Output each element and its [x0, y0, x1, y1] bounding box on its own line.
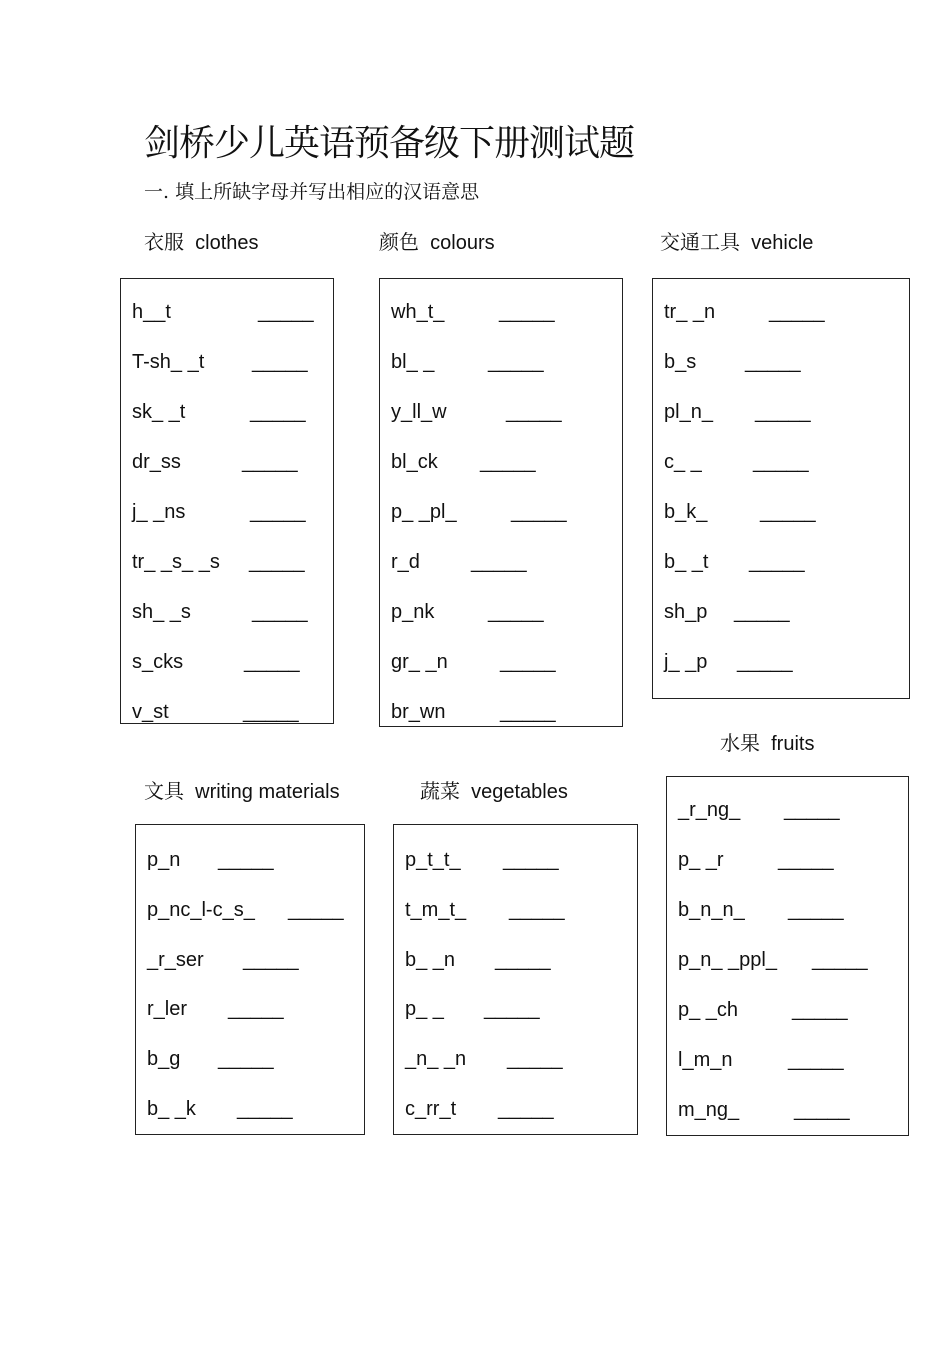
section-instruction: 一. 填上所缺字母并写出相应的汉语意思	[144, 181, 480, 203]
word-puzzle: dr_ss	[132, 451, 181, 473]
word-puzzle: m_ng_	[678, 1099, 740, 1121]
answer-blank[interactable]: _____	[488, 351, 544, 373]
category-en: vehicle	[751, 232, 814, 254]
list-item	[664, 498, 816, 526]
list-item	[678, 1096, 850, 1124]
answer-blank[interactable]: _____	[288, 899, 344, 921]
list-item	[132, 498, 306, 526]
answer-blank[interactable]: _____	[243, 949, 299, 971]
answer-blank[interactable]: _____	[500, 651, 556, 673]
answer-blank[interactable]: _____	[784, 799, 840, 821]
answer-blank[interactable]: _____	[498, 1098, 554, 1120]
answer-blank[interactable]: _____	[503, 849, 559, 871]
word-puzzle: p_n_ _ppl_	[678, 949, 777, 971]
list-item	[132, 448, 298, 476]
category-zh: 衣服	[144, 230, 184, 254]
word-puzzle: wh_t_	[391, 301, 445, 323]
answer-blank[interactable]: _____	[480, 451, 536, 473]
word-puzzle: p_ _pl_	[391, 501, 457, 523]
category-heading-writing-materials	[144, 777, 340, 806]
list-item	[391, 698, 556, 726]
word-puzzle: bl_ck	[391, 451, 438, 473]
category-en: clothes	[195, 232, 259, 254]
list-item	[678, 796, 840, 824]
word-puzzle: T-sh_ _t	[132, 351, 205, 373]
answer-blank[interactable]: _____	[737, 651, 793, 673]
list-item	[147, 946, 299, 974]
word-puzzle: y_ll_w	[391, 401, 447, 423]
answer-blank[interactable]: _____	[244, 651, 300, 673]
list-item	[405, 1045, 563, 1073]
word-box-vehicle	[652, 278, 910, 699]
word-puzzle: p_ _	[405, 998, 444, 1020]
answer-blank[interactable]: _____	[760, 501, 816, 523]
list-item	[147, 1095, 293, 1123]
answer-blank[interactable]: _____	[755, 401, 811, 423]
list-item	[132, 648, 300, 676]
word-puzzle: sh_ _s	[132, 601, 191, 623]
list-item	[391, 648, 556, 676]
answer-blank[interactable]: _____	[258, 301, 314, 323]
list-item	[132, 298, 314, 326]
word-puzzle: b_ _k	[147, 1098, 196, 1120]
answer-blank[interactable]: _____	[778, 849, 834, 871]
word-puzzle: c_ _	[664, 451, 702, 473]
word-puzzle: h__t	[132, 301, 171, 323]
word-puzzle: p_t_t_	[405, 849, 461, 871]
word-puzzle: b_n_n_	[678, 899, 745, 921]
list-item	[664, 348, 801, 376]
answer-blank[interactable]: _____	[228, 998, 284, 1020]
list-item	[678, 896, 844, 924]
answer-blank[interactable]: _____	[218, 849, 274, 871]
answer-blank[interactable]: _____	[500, 701, 556, 723]
word-puzzle: _r_ser	[147, 949, 204, 971]
answer-blank[interactable]: _____	[488, 601, 544, 623]
answer-blank[interactable]: _____	[242, 451, 298, 473]
word-puzzle: j_ _ns	[132, 501, 186, 523]
list-item	[132, 548, 305, 576]
answer-blank[interactable]: _____	[243, 701, 299, 723]
list-item	[405, 896, 565, 924]
list-item	[391, 398, 562, 426]
answer-blank[interactable]: _____	[745, 351, 801, 373]
list-item	[405, 846, 559, 874]
word-puzzle: _n_ _n	[405, 1048, 467, 1070]
list-item	[664, 548, 805, 576]
list-item	[147, 896, 344, 924]
word-puzzle: pl_n_	[664, 401, 713, 423]
word-puzzle: l_m_n	[678, 1049, 733, 1071]
answer-blank[interactable]: _____	[749, 551, 805, 573]
list-item	[132, 698, 299, 726]
list-item	[664, 648, 793, 676]
answer-blank[interactable]: _____	[794, 1099, 850, 1121]
answer-blank[interactable]: _____	[484, 998, 540, 1020]
word-puzzle: p_nc_l-c_s_	[147, 899, 255, 921]
list-item	[391, 548, 527, 576]
word-box-fruits	[666, 776, 909, 1136]
category-zh: 颜色	[379, 230, 419, 254]
word-puzzle: j_ _p	[664, 651, 708, 673]
word-puzzle: _r_ng_	[678, 799, 741, 821]
list-item	[405, 995, 540, 1023]
answer-blank[interactable]: _____	[499, 301, 555, 323]
list-item	[405, 1095, 554, 1123]
word-puzzle: r_d	[391, 551, 420, 573]
list-item	[132, 598, 308, 626]
word-box-vegetables	[393, 824, 638, 1135]
word-puzzle: sh_p	[664, 601, 708, 623]
word-puzzle: p_nk	[391, 601, 435, 623]
word-puzzle: bl_ _	[391, 351, 435, 373]
word-puzzle: gr_ _n	[391, 651, 448, 673]
word-box-clothes	[120, 278, 334, 724]
category-zh: 文具	[144, 779, 184, 803]
word-puzzle: p_ _ch	[678, 999, 739, 1021]
word-puzzle: t_m_t_	[405, 899, 467, 921]
category-en: writing materials	[195, 781, 340, 803]
word-puzzle: b_g	[147, 1048, 181, 1070]
list-item	[664, 598, 790, 626]
word-puzzle: s_cks	[132, 651, 184, 673]
category-heading-vegetables	[420, 777, 568, 806]
answer-blank[interactable]: _____	[506, 401, 562, 423]
answer-blank[interactable]: _____	[252, 351, 308, 373]
list-item	[678, 846, 834, 874]
list-item	[147, 995, 284, 1023]
word-puzzle: b_ _n	[405, 949, 456, 971]
word-box-colours	[379, 278, 623, 727]
list-item	[132, 348, 308, 376]
list-item	[391, 498, 567, 526]
category-heading-fruits	[720, 729, 814, 758]
answer-blank[interactable]: _____	[218, 1048, 274, 1070]
list-item	[391, 448, 536, 476]
answer-blank[interactable]: _____	[252, 601, 308, 623]
word-puzzle: sk_ _t	[132, 401, 186, 423]
answer-blank[interactable]: _____	[734, 601, 790, 623]
answer-blank[interactable]: _____	[769, 301, 825, 323]
list-item	[147, 1045, 274, 1073]
category-en: fruits	[771, 733, 815, 755]
answer-blank[interactable]: _____	[250, 501, 306, 523]
word-puzzle: b_s	[664, 351, 697, 373]
word-puzzle: p_n	[147, 849, 181, 871]
answer-blank[interactable]: _____	[788, 1049, 844, 1071]
word-puzzle: tr_ _s_ _s	[132, 551, 220, 573]
answer-blank[interactable]: _____	[792, 999, 848, 1021]
answer-blank[interactable]: _____	[249, 551, 305, 573]
word-puzzle: p_ _r	[678, 849, 724, 871]
answer-blank[interactable]: _____	[507, 1048, 563, 1070]
list-item	[664, 298, 825, 326]
category-zh: 水果	[720, 731, 760, 755]
list-item	[678, 996, 848, 1024]
list-item	[391, 348, 544, 376]
list-item	[391, 598, 544, 626]
word-puzzle: v_st	[132, 701, 169, 723]
answer-blank[interactable]: _____	[788, 899, 844, 921]
answer-blank[interactable]: _____	[495, 949, 551, 971]
page-title: 剑桥少儿英语预备级下册测试题	[144, 123, 635, 164]
category-en: vegetables	[471, 781, 568, 803]
answer-blank[interactable]: _____	[509, 899, 565, 921]
category-en: colours	[430, 232, 495, 254]
category-heading-clothes	[144, 228, 259, 257]
answer-blank[interactable]: _____	[812, 949, 868, 971]
category-heading-vehicle	[660, 228, 813, 257]
answer-blank[interactable]: _____	[753, 451, 809, 473]
answer-blank[interactable]: _____	[511, 501, 567, 523]
list-item	[678, 946, 868, 974]
list-item	[664, 448, 809, 476]
word-puzzle: b_ _t	[664, 551, 709, 573]
list-item	[132, 398, 306, 426]
list-item	[391, 298, 555, 326]
category-heading-colours	[379, 228, 495, 257]
answer-blank[interactable]: _____	[471, 551, 527, 573]
word-box-writing-materials	[135, 824, 365, 1135]
list-item	[664, 398, 811, 426]
list-item	[147, 846, 274, 874]
category-zh: 交通工具	[660, 230, 740, 254]
list-item	[405, 946, 551, 974]
word-puzzle: b_k_	[664, 501, 708, 523]
answer-blank[interactable]: _____	[237, 1098, 293, 1120]
word-puzzle: r_ler	[147, 998, 188, 1020]
word-puzzle: tr_ _n	[664, 301, 716, 323]
category-zh: 蔬菜	[420, 779, 460, 803]
answer-blank[interactable]: _____	[250, 401, 306, 423]
list-item	[678, 1046, 844, 1074]
word-puzzle: c_rr_t	[405, 1098, 457, 1120]
word-puzzle: br_wn	[391, 701, 446, 723]
